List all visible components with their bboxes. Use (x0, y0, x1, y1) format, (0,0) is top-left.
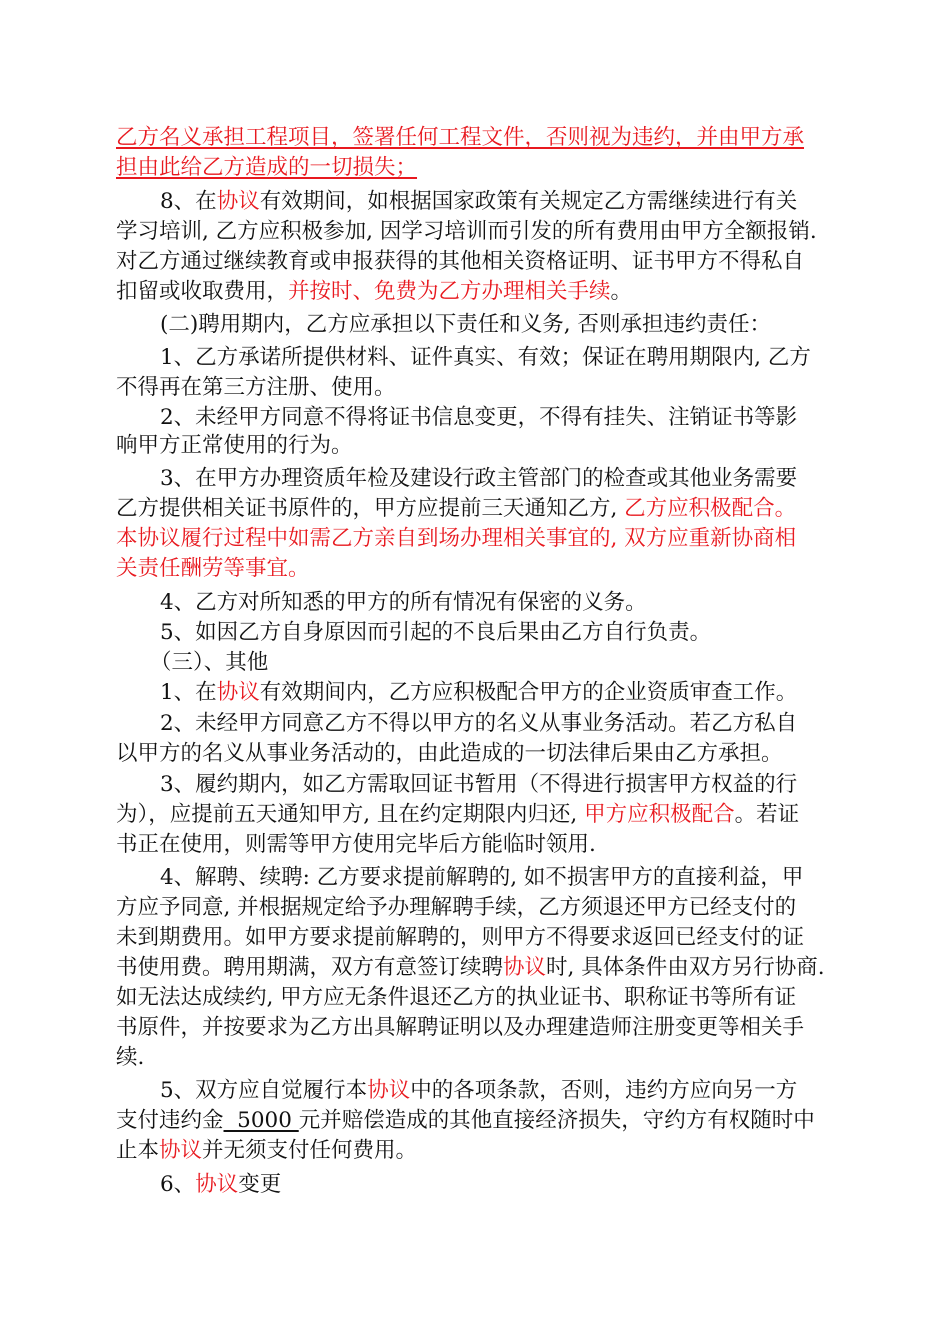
paragraph-line: 对乙方通过继续教育或申报获得的其他相关资格证明、证书甲方不得私自 (116, 249, 805, 274)
paragraph-line: 本协议履行过程中如需乙方亲自到场办理相关事宜的, 双方应重新协商相 (116, 526, 797, 551)
paragraph-line: 响甲方正常使用的行为。 (116, 433, 353, 458)
paragraph-line: 2、未经甲方同意乙方不得以甲方的名义从事业务活动。若乙方私自 (160, 711, 798, 736)
paragraph-line: 担由此给乙方造成的一切损失； (116, 155, 418, 180)
paragraph-line: 止本协议并无须支付任何费用。 (116, 1138, 418, 1163)
section-heading: （三）、其他 (150, 650, 269, 675)
paragraph-line: 书正在使用，则需等甲方使用完毕后方能临时领用. (116, 832, 596, 857)
paragraph-line: 方应予同意, 并根据规定给予办理解聘手续，乙方须退还甲方已经支付的 (116, 895, 797, 920)
paragraph-line: 书使用费。聘用期满，双方有意签订续聘协议时, 具体条件由双方另行协商. (116, 955, 825, 980)
paragraph-line: 4、解聘、续聘: 乙方要求提前解聘的, 如不损害甲方的直接利益，甲 (160, 865, 804, 890)
paragraph-line: 书原件，并按要求为乙方出具解聘证明以及办理建造师注册变更等相关手 (116, 1015, 805, 1040)
paragraph-line: 为），应提前五天通知甲方, 且在约定期限内归还, 甲方应积极配合。若证 (116, 802, 800, 827)
paragraph-line: 支付违约金 5000 元并赔偿造成的其他直接经济损失，守约方有权随时中 (116, 1108, 815, 1133)
paragraph-line: 3、在甲方办理资质年检及建设行政主管部门的检查或其他业务需要 (160, 466, 798, 491)
paragraph-line: 未到期费用。如甲方要求提前解聘的，则甲方不得要求返回已经支付的证 (116, 925, 805, 950)
paragraph-line: 5、如因乙方自身原因而引起的不良后果由乙方自行负责。 (160, 620, 712, 645)
paragraph-line: 关责任酬劳等事宜。 (116, 556, 310, 581)
paragraph-line: 学习培训, 乙方应积极参加, 因学习培训而引发的所有费用由甲方全额报销. (116, 219, 817, 244)
penalty-amount: 5000 (223, 1108, 299, 1133)
paragraph-line: 4、乙方对所知悉的甲方的所有情况有保密的义务。 (160, 590, 647, 615)
section-heading: (二)聘用期内，乙方应承担以下责任和义务, 否则承担违约责任： (160, 312, 771, 337)
paragraph-line: 如无法达成续约, 甲方应无条件退还乙方的执业证书、职称证书等所有证 (116, 985, 797, 1010)
paragraph-line: 不得再在第三方注册、使用。 (116, 375, 396, 400)
paragraph-line: 1、在协议有效期间内，乙方应积极配合甲方的企业资质审查工作。 (160, 680, 798, 705)
paragraph-line: 扣留或收取费用，并按时、免费为乙方办理相关手续。 (116, 279, 633, 304)
paragraph-line: 5、双方应自觉履行本协议中的各项条款，否则，违约方应向另一方 (160, 1078, 798, 1103)
paragraph-line: 乙方提供相关证书原件的，甲方应提前三天通知乙方, 乙方应积极配合。 (116, 496, 797, 521)
paragraph-line: 1、乙方承诺所提供材料、证件真实、有效；保证在聘用期限内, 乙方 (160, 345, 811, 370)
paragraph-line: 8、在协议有效期间，如根据国家政策有关规定乙方需继续进行有关 (160, 189, 798, 214)
paragraph-line: 续. (116, 1045, 145, 1070)
paragraph-line: 3、履约期内，如乙方需取回证书暂用（不得进行损害甲方权益的行 (160, 772, 798, 797)
paragraph-line: 以甲方的名义从事业务活动的，由此造成的一切法律后果由乙方承担。 (116, 741, 783, 766)
paragraph-line: 6、协议变更 (160, 1172, 282, 1197)
paragraph-line: 乙方名义承担工程项目，签署任何工程文件，否则视为违约，并由甲方承 (116, 125, 805, 150)
paragraph-line: 2、未经甲方同意不得将证书信息变更，不得有挂失、注销证书等影 (160, 405, 798, 430)
